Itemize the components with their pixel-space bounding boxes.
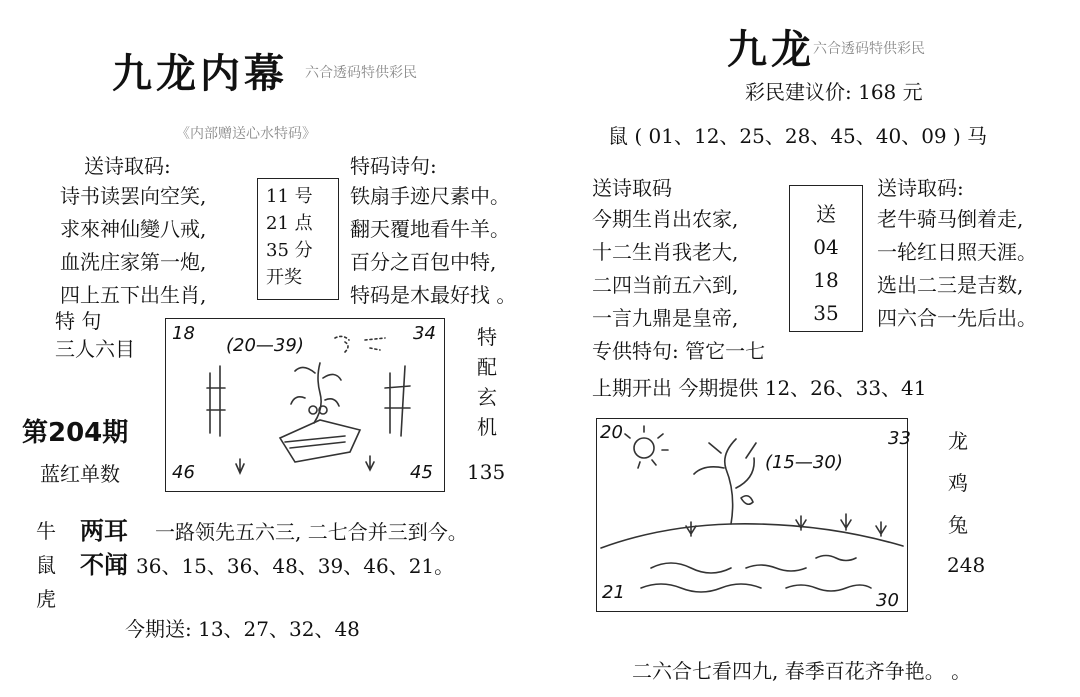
- side-char: 配: [477, 355, 497, 379]
- poem-line: 求來神仙變八戒,: [60, 217, 207, 241]
- deaf-line: 两耳: [80, 517, 128, 545]
- box-line: 送: [816, 202, 836, 226]
- left-special-label: 特 句: [55, 309, 102, 333]
- right-poem-left-heading: 送诗取码: [592, 176, 672, 200]
- poem-line: 今期生肖出农家,: [592, 207, 739, 231]
- left-sketch-corner-br: 45: [410, 462, 433, 483]
- right-special-line: 专供特句: 管它一七: [592, 339, 766, 363]
- box-line: 35 分: [266, 240, 313, 261]
- box-line: 35: [813, 301, 839, 325]
- left-draw-time: [266, 183, 313, 291]
- right-subtitle: 六合透码特供彩民: [813, 41, 925, 57]
- box-line: 18: [813, 268, 839, 292]
- left-color-label: 蓝红单数: [40, 462, 120, 486]
- left-side-chars: [477, 322, 497, 442]
- box-line: 21 点: [266, 213, 313, 234]
- right-poem-right: [877, 203, 1037, 335]
- right-sketch-corner-br: 30: [876, 590, 899, 611]
- poem-line: 翻天覆地看牛羊。: [350, 217, 510, 241]
- left-poem-left-heading: 送诗取码:: [84, 154, 171, 178]
- side-char: 龙: [948, 429, 968, 453]
- right-side-chars: [948, 420, 968, 546]
- zodiac-item: 虎: [36, 587, 56, 611]
- period-label: 第204期: [22, 418, 129, 448]
- right-sketch-corner-tl: 20: [600, 422, 623, 443]
- right-title: 九龙: [727, 26, 815, 73]
- poem-line: 铁扇手迹尺素中。: [350, 184, 510, 208]
- left-today-send: 今期送: 13、27、32、48: [125, 617, 360, 641]
- left-bottom-line1: 一路领先五六三, 二七合并三到今。: [155, 520, 468, 544]
- poem-line: 四上五下出生肖,: [60, 283, 207, 307]
- box-line: 11 号: [266, 186, 313, 207]
- poem-line: 诗书读罢向空笑,: [60, 184, 207, 208]
- poem-line: 血洗庄家第一炮,: [60, 250, 207, 274]
- deaf-line: 不闻: [80, 551, 128, 579]
- left-sketch-corner-tl: 18: [172, 323, 195, 344]
- side-char: 机: [477, 415, 497, 439]
- left-sketch-range: (20—39): [226, 335, 304, 356]
- poem-line: 四六合一先后出。: [877, 306, 1037, 330]
- left-zodiac-list: [36, 514, 56, 616]
- left-subhead: 《内部赠送心水特码》: [176, 126, 316, 142]
- left-bottom-numbers: 36、15、36、48、39、46、21。: [136, 554, 455, 578]
- right-side-number: 248: [947, 553, 986, 577]
- left-poem-left: [60, 180, 206, 312]
- right-footer-line: 二六合七看四九, 春季百花齐争艳。 。: [632, 659, 972, 683]
- poem-line: 老牛骑马倒着走,: [877, 207, 1024, 231]
- left-title: 九龙内幕: [112, 50, 288, 97]
- left-deaf-label: [80, 514, 128, 582]
- poem-line: 选出二三是吉数,: [877, 273, 1024, 297]
- poem-line: 一言九鼎是皇帝,: [592, 306, 739, 330]
- side-char: 兔: [948, 513, 968, 537]
- zodiac-item: 鼠: [36, 553, 56, 577]
- right-price: 彩民建议价: 168 元: [745, 80, 923, 104]
- left-sketch-drawing: [165, 318, 443, 490]
- box-line: 04: [813, 235, 839, 259]
- box-line: 开奖: [266, 267, 302, 288]
- side-char: 玄: [477, 385, 497, 409]
- poem-line: 一轮红日照天涯。: [877, 240, 1037, 264]
- right-sketch-drawing: [596, 418, 906, 610]
- right-sketch-corner-tr: 33: [888, 428, 911, 449]
- poem-line: 二四当前五六到,: [592, 273, 739, 297]
- right-last-line: 上期开出 今期提供 12、26、33、41: [592, 376, 927, 400]
- side-char: 特: [477, 325, 497, 349]
- right-sketch-range: (15—30): [765, 452, 843, 473]
- side-char: 鸡: [948, 471, 968, 495]
- poem-line: 十二生肖我老大,: [592, 240, 739, 264]
- left-sketch-corner-bl: 46: [172, 462, 195, 483]
- poem-line: 百分之百包中特,: [350, 250, 497, 274]
- left-special-phrase: 三人六目: [55, 337, 135, 361]
- left-poem-right: [350, 180, 516, 312]
- poem-line: 特码是木最好找 。: [350, 283, 517, 307]
- right-send-codes: [806, 198, 846, 330]
- right-sketch-corner-bl: 21: [602, 582, 625, 603]
- right-poem-left: [592, 203, 738, 335]
- zodiac-item: 牛: [36, 519, 56, 543]
- left-subtitle: 六合透码特供彩民: [305, 65, 417, 81]
- left-side-number: 135: [467, 460, 506, 484]
- left-poem-right-heading: 特码诗句:: [350, 154, 437, 178]
- left-sketch-corner-tr: 34: [413, 323, 436, 344]
- right-codes-line: 鼠 ( 01、12、25、28、45、40、09 ) 马: [608, 124, 988, 148]
- right-poem-right-heading: 送诗取码:: [877, 176, 964, 200]
